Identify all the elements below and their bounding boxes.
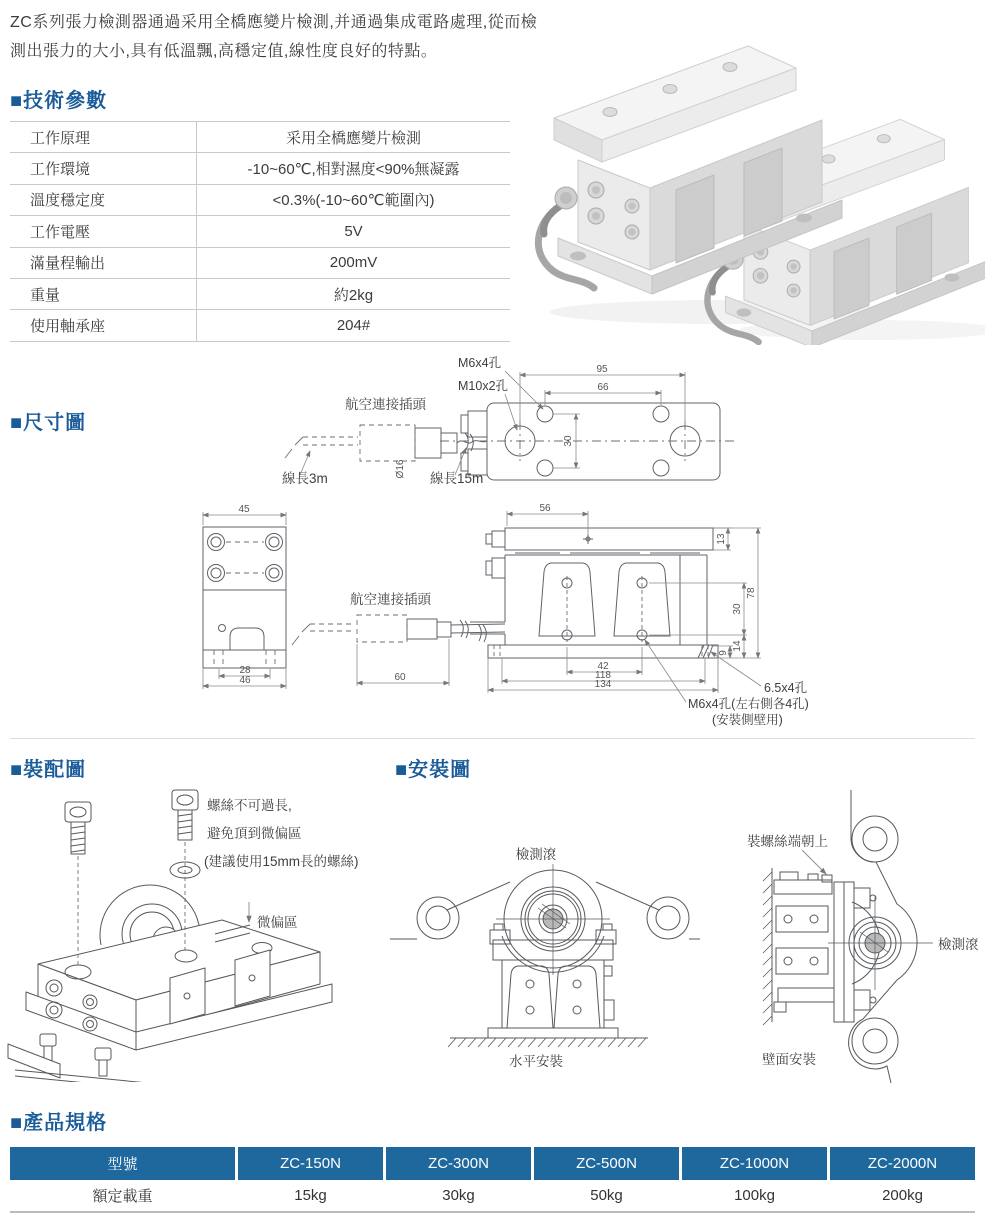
spec-value: 15kg	[294, 1187, 327, 1204]
param-label: 使用軸承座	[10, 310, 197, 340]
spec-header-cell: ZC-150N	[238, 1147, 383, 1180]
dim-42: 42	[597, 661, 609, 672]
section-title-installation: ■安裝圖	[395, 759, 472, 781]
wall-install-drawing	[700, 790, 985, 1085]
assembly-note-2: 避免頂到微偏區	[207, 826, 302, 841]
dim-30-side: 30	[732, 603, 743, 615]
param-label: 工作環境	[10, 153, 197, 183]
label-cable-15m: 線長15m	[430, 471, 484, 486]
caption-wall-install: 壁面安裝	[762, 1052, 816, 1067]
dim-46: 46	[239, 675, 251, 686]
section-title-assembly: ■裝配圖	[10, 759, 87, 781]
label-aviation-connector-2: 航空連接插頭	[350, 592, 431, 607]
param-value: 約2kg	[333, 286, 374, 304]
assembly-drawing	[0, 782, 395, 1082]
dim-78: 78	[746, 587, 757, 599]
intro-text: ZC系列張力檢測器通過采用全橋應變片檢測,并通過集成電路處理,從而檢測出張力的大小,具有低溫飄,高穩定值,線性度良好的特點。	[10, 14, 538, 60]
dim-45: 45	[238, 504, 250, 515]
section-title-tech-params: ■技術參數	[10, 90, 108, 112]
dim-66: 66	[597, 382, 609, 393]
spec-header-cell: ZC-300N	[386, 1147, 531, 1180]
spec-header-cell: ZC-500N	[534, 1147, 679, 1180]
spec-table	[10, 1147, 975, 1213]
assembly-note-3: (建議使用15mm長的螺絲)	[204, 854, 359, 869]
dim-30: 30	[563, 435, 574, 447]
param-label: 重量	[10, 279, 197, 309]
param-value: <0.3%(-10~60℃範圍內)	[272, 192, 435, 210]
param-label: 工作電壓	[10, 216, 197, 246]
dim-118: 118	[595, 670, 611, 681]
table-row	[10, 185, 510, 216]
param-label: 溫度穩定度	[10, 185, 197, 215]
divider	[10, 738, 975, 739]
label-aviation-connector: 航空連接插頭	[345, 397, 426, 412]
param-value: 200mV	[329, 254, 378, 272]
label-m6-side-holes: M6x4孔(左右側各4孔)	[688, 697, 809, 711]
label-offset-zone: 微偏區	[257, 915, 298, 930]
section-title-dimensions: ■尺寸圖	[10, 412, 87, 434]
table-row	[10, 310, 510, 341]
tech-params-table	[10, 121, 510, 342]
label-screw-end-up: 裝螺絲端朝上	[747, 834, 828, 849]
label-65-holes: 6.5x4孔	[764, 681, 808, 695]
spec-header-cell: ZC-1000N	[682, 1147, 827, 1180]
label-m10-holes: M10x2孔	[458, 379, 509, 393]
spec-value: 200kg	[882, 1187, 923, 1204]
table-row	[10, 121, 510, 153]
spec-header-cell: 型號	[10, 1147, 235, 1180]
horizontal-install-drawing	[390, 842, 700, 1082]
label-cable-dia: Ø16	[395, 459, 406, 479]
param-value: -10~60℃,相對濕度<90%無凝露	[247, 161, 460, 179]
dim-14: 14	[732, 640, 743, 652]
dim-13: 13	[716, 533, 727, 545]
table-row	[10, 279, 510, 310]
spec-table-header	[10, 1147, 975, 1180]
label-wall-mount-note: (安裝側壁用)	[712, 713, 783, 727]
spec-value: 100kg	[734, 1187, 775, 1204]
dim-56: 56	[539, 503, 551, 514]
label-cable-3m: 線長3m	[282, 471, 328, 486]
dim-134: 134	[594, 679, 612, 690]
param-value: 204#	[336, 317, 371, 335]
product-photo	[530, 0, 985, 345]
label-detection-roller: 檢測滾	[515, 847, 557, 862]
spec-row-label: 額定載重	[92, 1188, 153, 1205]
spec-table-row	[10, 1180, 975, 1213]
label-m6-holes: M6x4孔	[458, 356, 502, 370]
param-label: 工作原理	[10, 122, 197, 152]
table-row	[10, 153, 510, 184]
spec-value: 50kg	[590, 1187, 623, 1204]
param-value: 采用全橋應變片檢測	[285, 129, 421, 147]
dimension-drawing	[0, 345, 985, 745]
assembly-note-1: 螺絲不可過長,	[207, 798, 292, 813]
table-row	[10, 248, 510, 279]
caption-horizontal-install: 水平安裝	[509, 1054, 563, 1069]
dim-9: 9	[718, 650, 729, 656]
spec-value: 30kg	[442, 1187, 475, 1204]
section-title-specs: ■產品規格	[10, 1112, 108, 1134]
param-value: 5V	[344, 222, 363, 240]
spec-header-cell: ZC-2000N	[830, 1147, 975, 1180]
label-detection-roller-2: 檢測滾	[938, 937, 979, 952]
dim-60: 60	[394, 672, 406, 683]
dim-95: 95	[596, 364, 608, 375]
param-label: 滿量程輸出	[10, 248, 197, 278]
table-row	[10, 216, 510, 247]
dim-28: 28	[239, 665, 251, 676]
